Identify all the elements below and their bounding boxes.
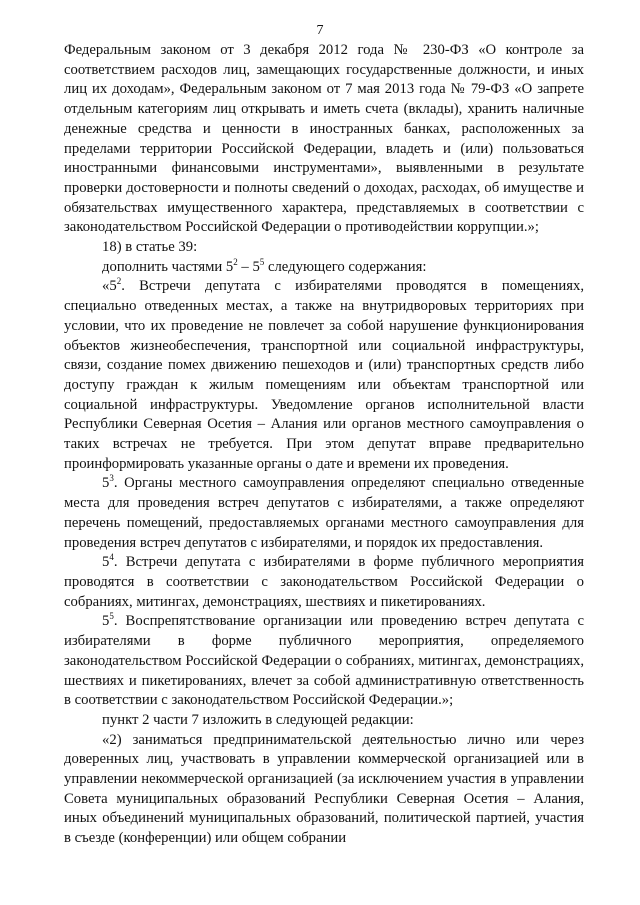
superscript: 2	[116, 276, 122, 287]
part-number: 5	[102, 475, 110, 492]
paragraph-add-parts-post: следующего содержания:	[264, 258, 427, 275]
paragraph-continued-law-references: Федеральным законом от 3 декабря 2012 года № 230-ФЗ «О контроле за соответствием расходов лиц, замещающих государственные должности, и иных лиц их доходам», Федеральным законом от 7 мая 2013 года № 79-ФЗ «О запрете отдельным категориям лиц открывать и иметь счета (вклады), хранить наличные денежные средства и ценности в иностранных банках, расположенных за пределами территории Российской Федерации, владеть и (или) пользоваться иностранными финансовыми инструментами», выявленными в результате проверки достоверности и полноты сведений о доходах, расходах, об имуществе и обязательствах имущественного характера, представляемых в соответствии с законодательством Российской Федерации о противодействии коррупции.»;	[64, 42, 584, 236]
document-body	[64, 41, 584, 849]
paragraph-add-parts-mid: – 5	[237, 258, 260, 275]
paragraph-part-5-4	[64, 553, 584, 612]
part-text: . Встречи депутата с избирателями в форме публичного мероприятия проводятся в соответствии с законодательством Российской Федерации о собраниях, митингах, демонстрациях, шествиях и пикетированиях.	[64, 554, 584, 610]
paragraph-item-18: 18) в статье 39:	[102, 239, 198, 256]
paragraph-new-point-2: «2) заниматься предпринимательской деятельностью лично или через доверенных лиц, участвовать в управлении коммерческой организацией или в управлении некоммерческой организацией (за исключением участия в управлении Совета муниципальных образований Республики Северная Осетия – Алания, иных объединений муниципальных образований, политической партией, участия в съезде (конференции) или общем собрании	[64, 731, 584, 847]
superscript: 3	[109, 473, 114, 484]
page-number: 7	[316, 23, 324, 38]
part-text: . Органы местного самоуправления определяют специально отведенные места для проведения встреч депутатов с избирателями, а также определяют перечень помещений, предоставляемых органами местного самоуправления для проведения встреч депутатов с избирателями, и порядок их предоставления.	[64, 475, 584, 551]
part-text: . Воспрепятствование организации или проведению встреч депутата с избирателями в форме публичного мероприятия, определяемого законодательством Российской Федерации о собраниях, митингах, демонстрациях, шествиях и пикетированиях, влечет за собой административную ответственность в соответствии с законодательством Российской Федерации.»;	[64, 613, 584, 709]
part-text: . Встречи депутата с избирателями проводятся в помещениях, специально отведенных местах, а также на внутридворовых территориях при условии, что их проведение не повлечет за собой нарушение функционирования объектов жизнеобеспечения, транспортной или социальной инфраструктуры, связи, создание помех движению пешеходов и (или) транспортных средств либо доступу граждан к жилым помещениям или объектам транспортной или социальной инфраструктуры. Уведомление органов исполнительной власти Республики Северная Осетия – Алания или органов местного самоуправления о таких встречах не требуется. При этом депутат вправе предварительно проинформировать указанные органы о дате и времени их проведения.	[64, 278, 584, 472]
part-number: 5	[102, 554, 110, 571]
part-number: «5	[102, 278, 117, 295]
superscript: 5	[109, 611, 114, 622]
superscript: 4	[109, 552, 114, 563]
paragraph-add-parts-pre: дополнить частями 5	[102, 258, 234, 275]
paragraph-part-5-2	[64, 277, 584, 474]
superscript: 2	[233, 256, 238, 267]
paragraph-part-5-5	[64, 612, 584, 711]
superscript: 5	[259, 256, 265, 267]
paragraph-point-2-part-7: пункт 2 части 7 изложить в следующей редакции:	[102, 711, 414, 728]
paragraph-add-parts	[64, 258, 584, 278]
paragraph-part-5-3	[64, 474, 584, 553]
part-number: 5	[102, 613, 110, 630]
